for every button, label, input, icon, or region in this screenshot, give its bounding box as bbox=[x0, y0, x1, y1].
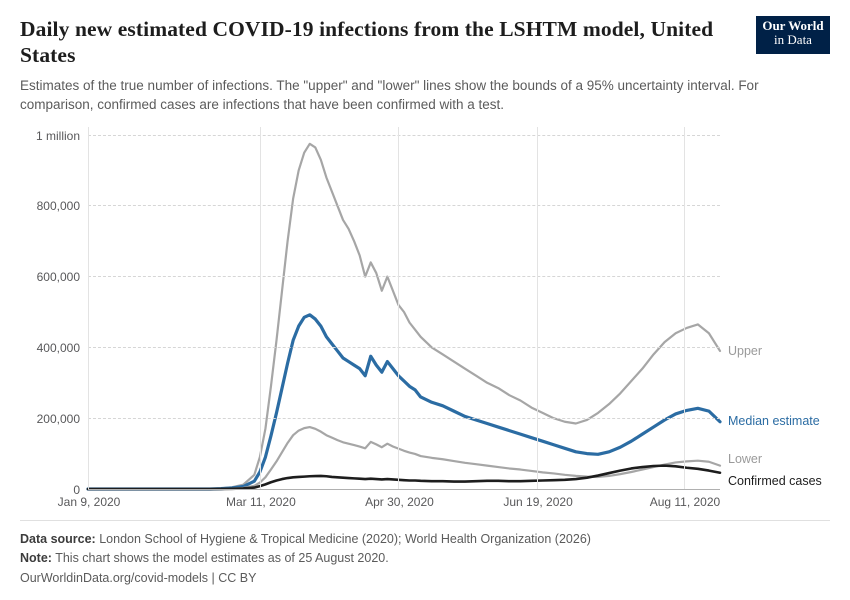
chart-footer bbox=[20, 520, 830, 588]
y-axis-tick-label: 200,000 bbox=[36, 411, 80, 426]
series-line bbox=[88, 315, 720, 489]
chart-header bbox=[20, 16, 830, 115]
gridline-y bbox=[36, 199, 720, 214]
x-axis-gridline bbox=[365, 127, 434, 509]
x-axis-tick-label: Jun 19, 2020 bbox=[503, 494, 573, 509]
x-axis-gridline bbox=[649, 127, 721, 509]
gridline-y bbox=[36, 411, 720, 426]
x-axis-tick-label: Apr 30, 2020 bbox=[365, 494, 434, 509]
x-axis-gridline bbox=[503, 127, 573, 509]
gridline-y bbox=[36, 270, 720, 285]
footer-source bbox=[20, 530, 830, 549]
footer-credit[interactable]: OurWorldinData.org/covid-models | CC BY bbox=[20, 570, 257, 585]
note-value: This chart shows the model estimates as of 25 August 2020. bbox=[55, 551, 389, 566]
series-label-confirmed-cases[interactable]: Confirmed cases bbox=[728, 474, 822, 489]
page-title: Daily new estimated COVID-19 infections from the LSHTM model, United States bbox=[20, 17, 714, 68]
source-label: Data source: bbox=[20, 531, 96, 546]
series-line bbox=[88, 144, 720, 489]
y-axis-tick-label: 800,000 bbox=[36, 199, 80, 214]
gridline-y bbox=[35, 128, 720, 143]
series-line bbox=[88, 465, 720, 488]
plot-region bbox=[35, 128, 822, 509]
x-axis-tick-label: Jan 9, 2020 bbox=[57, 494, 121, 509]
footer-note bbox=[20, 549, 830, 568]
y-axis-tick-label: 0 bbox=[73, 482, 80, 497]
x-axis-tick-label: Mar 11, 2020 bbox=[225, 494, 296, 509]
logo-line-1: Our World bbox=[762, 18, 824, 33]
y-axis-tick-label: 600,000 bbox=[36, 270, 80, 285]
source-value: London School of Hygiene & Tropical Medicine (2020); World Health Organization (2026) bbox=[99, 531, 591, 546]
chart-area bbox=[20, 127, 830, 517]
series-label-lower[interactable]: Lower bbox=[728, 452, 763, 467]
x-axis-tick-label: Aug 11, 2020 bbox=[649, 494, 721, 509]
logo-line-2: in Data bbox=[774, 32, 812, 48]
gridline-y bbox=[36, 341, 720, 356]
chart-subtitle: Estimates of the true number of infections. The "upper" and "lower" lines show the bounds of a 95% uncertainty interval. For comparison, confirmed cases are infections that have been confirmed with a test. bbox=[20, 78, 759, 113]
series-label-upper[interactable]: Upper bbox=[728, 343, 763, 358]
owid-logo[interactable] bbox=[756, 16, 830, 54]
y-axis-tick-label: 1 million bbox=[35, 128, 80, 143]
series-label-median-estimate[interactable]: Median estimate bbox=[728, 414, 820, 429]
series-lines bbox=[88, 135, 720, 489]
x-axis-gridline bbox=[225, 127, 296, 509]
note-label: Note: bbox=[20, 551, 52, 566]
y-axis-tick-label: 400,000 bbox=[36, 341, 80, 356]
